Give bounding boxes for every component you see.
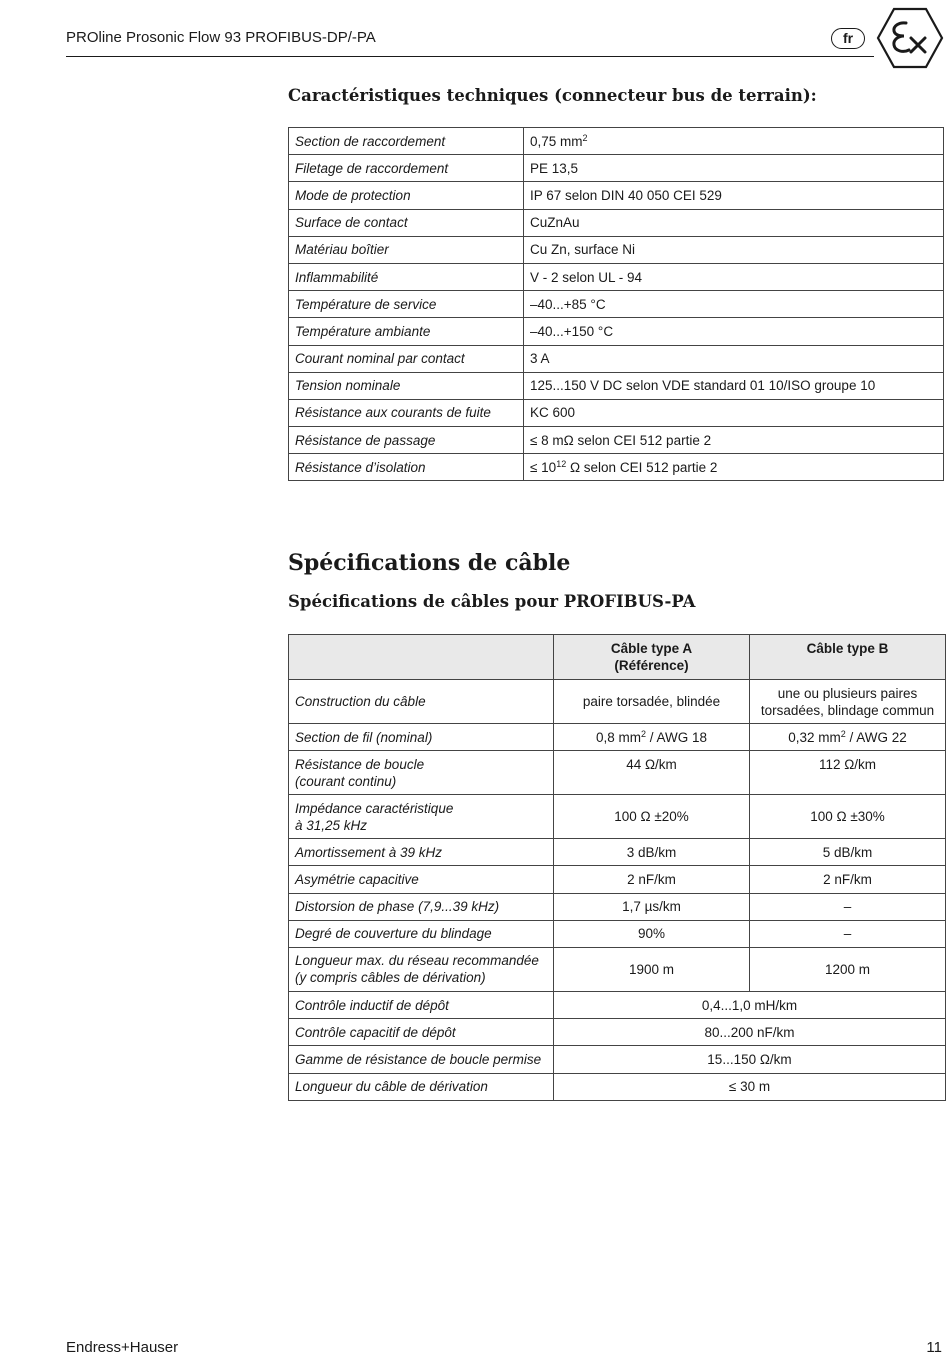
table-row <box>289 345 944 372</box>
row-label: Inflammabilité <box>289 263 524 290</box>
value-line: torsadées, blindage commun <box>760 702 935 718</box>
cable-b-value: 112 Ω/km <box>750 751 946 795</box>
cable-b-value: 2 nF/km <box>750 866 946 893</box>
row-value: IP 67 selon DIN 40 050 CEI 529 <box>524 182 944 209</box>
header-line: Câble type A <box>610 641 693 656</box>
language-badge: fr <box>831 28 865 49</box>
row-value: KC 600 <box>524 399 944 426</box>
table-row <box>289 263 944 290</box>
superscript: 12 <box>556 458 567 469</box>
value-text: 0,8 mm <box>595 729 641 745</box>
row-label: Filetage de raccordement <box>289 155 524 182</box>
table-row <box>289 291 944 318</box>
value-text: / AWG 18 <box>646 729 708 745</box>
cable-b-value: – <box>750 893 946 920</box>
row-label: Température de service <box>289 291 524 318</box>
footer-brand: Endress+Hauser <box>66 1339 179 1356</box>
cable-section-subheading: Spécifications de câbles pour PROFIBUS-PA <box>288 592 696 611</box>
header-line: (Référence) <box>614 658 689 673</box>
table-row <box>289 724 946 751</box>
shared-value: 0,4...1,0 mH/km <box>554 991 946 1018</box>
row-value <box>524 128 944 155</box>
value-text: / AWG 22 <box>845 729 907 745</box>
row-value: –40...+150 °C <box>524 318 944 345</box>
table-row <box>289 751 946 795</box>
table-row <box>289 920 946 947</box>
row-label: Distorsion de phase (7,9...39 kHz) <box>289 893 554 920</box>
tech-section-heading: Caractéristiques techniques (connecteur bus de terrain): <box>288 86 817 105</box>
row-label: Construction du câble <box>289 680 554 724</box>
value-text: ≤ 10 <box>530 459 557 475</box>
value-text: 0,75 mm <box>530 133 583 149</box>
value-line: une ou plusieurs paires <box>777 685 918 701</box>
row-label: Contrôle capacitif de dépôt <box>289 1019 554 1046</box>
table-header-row <box>289 635 946 680</box>
row-value: 3 A <box>524 345 944 372</box>
cable-b-value: 1200 m <box>750 947 946 991</box>
cable-b-value: 100 Ω ±30% <box>750 795 946 839</box>
table-row <box>289 182 944 209</box>
row-label: Résistance d’isolation <box>289 454 524 481</box>
cable-a-value: paire torsadée, blindée <box>554 680 750 724</box>
row-value: CuZnAu <box>524 209 944 236</box>
value-text: Ω selon CEI 512 partie 2 <box>566 459 718 475</box>
row-value: 125...150 V DC selon VDE standard 01 10/ISO groupe 10 <box>524 372 944 399</box>
cable-spec-table <box>288 634 946 1101</box>
table-row <box>289 1046 946 1073</box>
shared-value: 80...200 nF/km <box>554 1019 946 1046</box>
cable-b-value: 5 dB/km <box>750 839 946 866</box>
page-number: 11 <box>926 1339 942 1356</box>
row-label: Matériau boîtier <box>289 236 524 263</box>
label-line: Impédance caractéristique <box>295 800 454 816</box>
cable-a-value: 1,7 µs/km <box>554 893 750 920</box>
cable-a-value <box>554 724 750 751</box>
label-line: Longueur max. du réseau recommandée <box>295 953 539 969</box>
table-row <box>289 1019 946 1046</box>
table-row <box>289 399 944 426</box>
header-divider <box>66 56 874 57</box>
row-value: V - 2 selon UL - 94 <box>524 263 944 290</box>
table-row <box>289 128 944 155</box>
label-line: Résistance de boucle <box>295 756 425 772</box>
table-row <box>289 427 944 454</box>
label-line: (y compris câbles de dérivation) <box>295 970 486 986</box>
cable-a-value: 44 Ω/km <box>554 751 750 795</box>
cable-a-value: 3 dB/km <box>554 839 750 866</box>
row-label: Surface de contact <box>289 209 524 236</box>
table-row <box>289 991 946 1018</box>
row-label: Mode de protection <box>289 182 524 209</box>
table-row <box>289 454 944 481</box>
row-value <box>524 454 944 481</box>
table-row <box>289 209 944 236</box>
row-label: Asymétrie capacitive <box>289 866 554 893</box>
row-label: Résistance aux courants de fuite <box>289 399 524 426</box>
value-text: 0,32 mm <box>788 729 841 745</box>
row-value: ≤ 8 mΩ selon CEI 512 partie 2 <box>524 427 944 454</box>
row-value: –40...+85 °C <box>524 291 944 318</box>
cable-a-value: 1900 m <box>554 947 750 991</box>
row-label: Courant nominal par contact <box>289 345 524 372</box>
row-label: Section de fil (nominal) <box>289 724 554 751</box>
table-row <box>289 866 946 893</box>
row-label: Degré de couverture du blindage <box>289 920 554 947</box>
cable-b-value <box>750 724 946 751</box>
label-line: (courant continu) <box>295 773 397 789</box>
row-label: Amortissement à 39 kHz <box>289 839 554 866</box>
table-row <box>289 893 946 920</box>
table-row <box>289 236 944 263</box>
row-value: PE 13,5 <box>524 155 944 182</box>
cable-a-value: 2 nF/km <box>554 866 750 893</box>
row-label: Tension nominale <box>289 372 524 399</box>
cable-a-value: 90% <box>554 920 750 947</box>
cable-a-value: 100 Ω ±20% <box>554 795 750 839</box>
cable-b-value <box>750 680 946 724</box>
row-label <box>289 751 554 795</box>
document-title: PROline Prosonic Flow 93 PROFIBUS-DP/-PA <box>66 29 376 46</box>
shared-value: 15...150 Ω/km <box>554 1046 946 1073</box>
cable-section-heading: Spécifications de câble <box>288 550 571 576</box>
tech-spec-table <box>288 127 944 481</box>
superscript: 2 <box>640 728 646 739</box>
table-row <box>289 947 946 991</box>
label-line: à 31,25 kHz <box>295 817 368 833</box>
superscript: 2 <box>582 132 588 143</box>
ex-logo-icon <box>875 6 945 70</box>
column-header-cable-a <box>554 635 750 680</box>
column-header-cable-b: Câble type B <box>750 635 946 680</box>
table-row <box>289 1073 946 1100</box>
row-label: Gamme de résistance de boucle permise <box>289 1046 554 1073</box>
table-row <box>289 155 944 182</box>
row-value: Cu Zn, surface Ni <box>524 236 944 263</box>
table-row <box>289 839 946 866</box>
row-label: Longueur du câble de dérivation <box>289 1073 554 1100</box>
row-label: Température ambiante <box>289 318 524 345</box>
cable-b-value: – <box>750 920 946 947</box>
row-label <box>289 947 554 991</box>
table-row <box>289 795 946 839</box>
table-row <box>289 372 944 399</box>
table-row <box>289 680 946 724</box>
row-label <box>289 795 554 839</box>
shared-value: ≤ 30 m <box>554 1073 946 1100</box>
superscript: 2 <box>840 728 846 739</box>
row-label: Contrôle inductif de dépôt <box>289 991 554 1018</box>
row-label: Section de raccordement <box>289 128 524 155</box>
row-label: Résistance de passage <box>289 427 524 454</box>
header-empty-cell <box>289 635 554 680</box>
table-row <box>289 318 944 345</box>
